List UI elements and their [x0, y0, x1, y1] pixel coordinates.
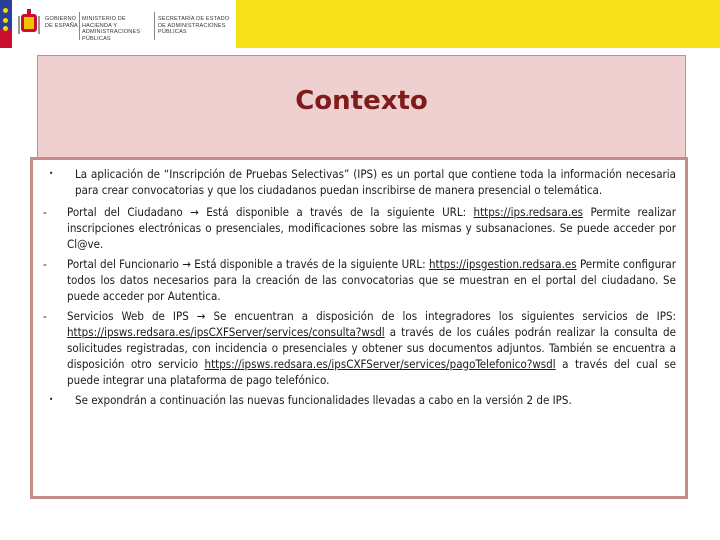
- item-text: a través de los cuáles podrán realizar la consulta de solicitudes registradas, con incidencia o presenciales y obtener sus documentos adjuntos. También se encuentra a disposición otro servicio: [67, 325, 676, 371]
- item-text: Se expondrán a continuación las nuevas funcionalidades llevadas a cabo en la versión 2 de IPS.: [75, 393, 572, 407]
- eu-flag-strip: [0, 0, 12, 48]
- content-box: [30, 157, 688, 499]
- org-ministry: MINISTERIO DE HACIENDA Y ADMINISTRACIONES PÚBLICAS: [82, 16, 141, 42]
- bullet-marker: •: [49, 395, 54, 404]
- content-list: [43, 166, 676, 412]
- dash-marker: -: [43, 257, 47, 271]
- item-text: Servicios Web de IPS → Se encuentran a disposición de los integradores los siguientes servicios de IPS:: [67, 309, 676, 323]
- list-item: [43, 204, 676, 252]
- item-text: Permite realizar inscripciones electrónicas o presenciales, modificaciones sobre las mismas y subsanaciones. Se puede acceder por Cl@ve.: [67, 205, 677, 251]
- portal-ciudadano-link[interactable]: https://ips.redsara.es: [473, 205, 584, 219]
- list-item: [43, 308, 676, 388]
- header: [0, 0, 720, 50]
- item-text: a través del cual se puede integrar una plataforma de pago telefónico.: [67, 357, 676, 387]
- org-secretariat: SECRETARÍA DE ESTADO DE ADMINISTRACIONES PÚBLICAS: [158, 16, 230, 35]
- coat-of-arms-icon: [18, 8, 40, 38]
- item-text: Permite configurar todos los datos necesarios para la creación de las convocatorias que se muestran en el portal del ciudadano. Se puede acceder por Autentica.: [67, 257, 676, 303]
- consulta-wsdl-link[interactable]: https://ipsws.redsara.es/ipsCXFServer/services/consulta?wsdl: [67, 325, 385, 339]
- dash-marker: -: [43, 205, 47, 219]
- dash-marker: -: [43, 309, 47, 323]
- portal-funcionario-link[interactable]: https://ipsgestion.redsara.es: [428, 257, 577, 271]
- title-box: [37, 55, 686, 159]
- bullet-marker: •: [49, 169, 54, 178]
- logo-block: [0, 0, 236, 48]
- slide-title: Contexto: [295, 86, 428, 116]
- org-government: GOBIERNO DE ESPAÑA: [45, 16, 78, 29]
- list-item: [43, 166, 676, 198]
- item-text: La aplicación de “Inscripción de Pruebas Selectivas” (IPS) es un portal que contiene toda la información necesaria para crear convocatorias y que los ciudadanos puedan inscribirse de manera presencial o telemática.: [75, 167, 676, 197]
- item-text: Portal del Ciudadano → Está disponible a través de la siguiente URL:: [67, 205, 474, 219]
- item-text: Portal del Funcionario → Está disponible a través de la siguiente URL:: [67, 257, 429, 271]
- list-item: [43, 256, 676, 304]
- pago-telefonico-wsdl-link[interactable]: https://ipsws.redsara.es/ipsCXFServer/services/pagoTelefonico?wsdl: [204, 357, 556, 371]
- list-item: [43, 392, 676, 408]
